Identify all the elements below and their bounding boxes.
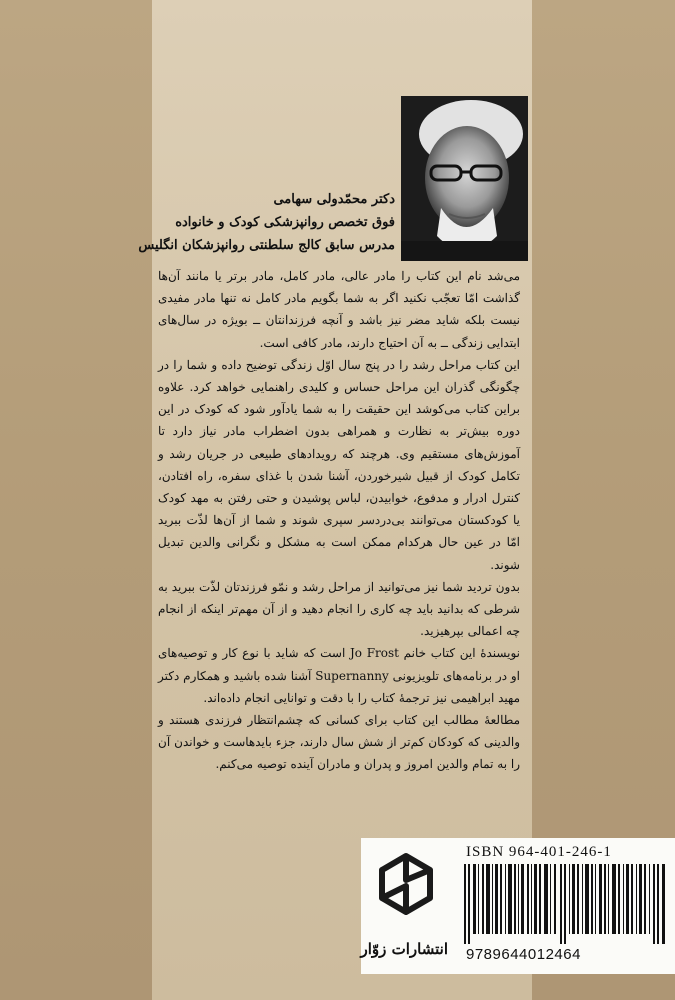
barcode-number: 9789644012464	[466, 946, 581, 963]
author-photo	[401, 96, 528, 261]
blurb-paragraph: این کتاب مراحل رشد را در پنج سال اوّل زندگی توضیح داده و شما را در چگونگی گذران این مراحل حساس و کلیدی راهنمایی خواهد کرد. علاوه براین کتاب می‌کوشد این حقیقت را به شما یادآور شود که کودک در این دوره بیش‌تر به نظارت و همراهی بدون اضطراب مادر نیاز دارد تا آموزش‌های مستقیم وی. هرچند که رویدادهای طبیعی در جریان رشد و تکامل کودک از قبیل شیرخوردن، آشنا شدن با غذای سفره، راه افتادن، کنترل ادرار و مدفوع، خوابیدن، لباس پوشیدن و حتی رفتن به مهد کودک یا کودکستان می‌توانند بی‌دردسر سپری شوند و شما از آن‌ها لذّت ببرید امّا در عین حال هرکدام ممکن است به مشکل و نگرانی والدین تبدیل شوند.	[158, 357, 520, 572]
blurb-paragraph: می‌شد نام این کتاب را مادر عالی، مادر کامل، مادر برتر یا مانند آن‌ها گذاشت امّا تعجّب نکنید اگر به شما بگویم مادر کامل نه تنها مادر مفیدی نیست بلکه شاید مضر نیز باشد و آنچه فرزندانتان ــ بویژه در سال‌های ابتدایی زندگی ــ به آن احتیاج دارند، مادر کافی است.	[158, 269, 520, 350]
author-title-2: مدرس سابق کالج سلطنتی روانپزشکان انگلیس	[138, 238, 395, 253]
blurb-text	[158, 265, 520, 776]
barcode-image	[464, 864, 669, 944]
isbn-label: ISBN 964-401-246-1	[466, 844, 612, 860]
blurb-paragraph: بدون تردید شما نیز می‌توانید از مراحل رشد و نمّو فرزندتان لذّت ببرید به شرطی که بدانید باید چه کاری را انجام دهید و از آن مهم‌تر اینکه از انجام چه اعمالی بپرهیزید.	[158, 579, 520, 639]
publisher-logo-icon	[374, 850, 438, 926]
author-title-1: فوق تخصص روانپزشکی کودک و خانواده	[175, 215, 395, 230]
publisher-name: انتشارات زوّار	[360, 940, 448, 958]
blurb-paragraph: نویسندهٔ این کتاب خانم Jo Frost است که شاید با نوع کار و توصیه‌های او در برنامه‌های تلویزیونی Supernanny آشنا شده باشید و همکارم دکتر مهید ابراهیمی نیز ترجمهٔ کتاب را با دقت و توانایی انجام داده‌اند.	[158, 646, 521, 705]
author-name: دکتر محمّدولی سهامی	[273, 192, 395, 207]
blurb-paragraph: مطالعهٔ مطالب این کتاب برای کسانی که چشم‌انتظار فرزندی هستند و والدینی که کودکان کم‌تر از شش سال دارند، جزء بایدهاست و خواندن آن را به تمام والدین امروز و پدران و مادران آینده توصیه می‌کنم.	[158, 713, 520, 772]
author-credit	[138, 188, 395, 257]
author-portrait-illustration	[401, 96, 528, 261]
